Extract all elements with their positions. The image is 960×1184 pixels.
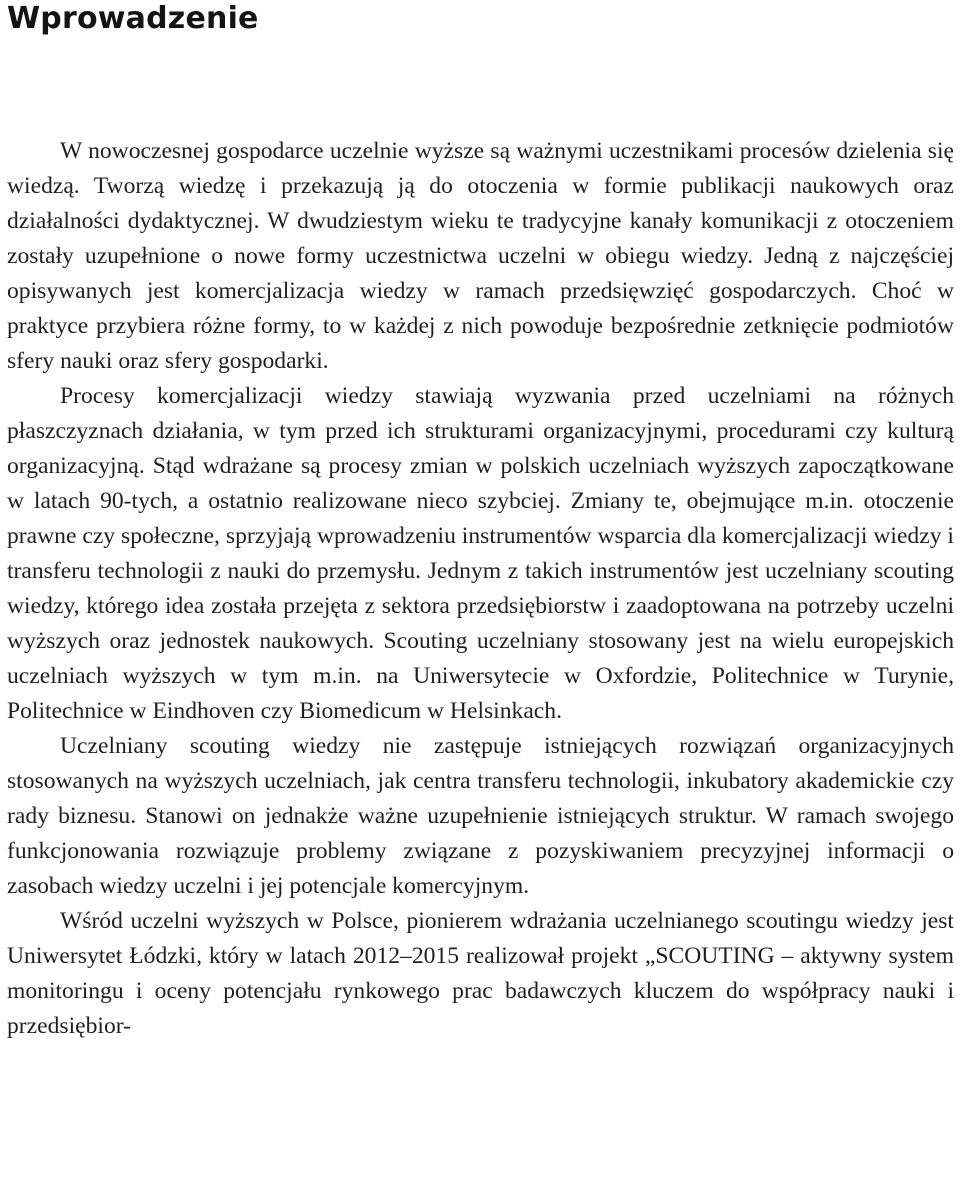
body-text <box>7 134 954 1044</box>
page-heading: Wprowadzenie <box>7 1 259 36</box>
paragraph: Wśród uczelni wyższych w Polsce, pionierem wdrażania uczelnianego scoutingu wiedzy jest Uniwersytet Łódzki, który w latach 2012–2015 realizował projekt „SCOUTING – aktywny system monitoringu i oceny potencjału rynkowego prac badawczych kluczem do współpracy nauki i przedsiębior- <box>7 908 954 1039</box>
paragraph: W nowoczesnej gospodarce uczelnie wyższe są ważnymi uczestnikami procesów dzielenia się wiedzą. Tworzą wiedzę i przekazują ją do otoczenia w formie publikacji naukowych oraz działalności dydaktycznej. W dwudziestym wieku te tradycyjne kanały komunikacji z otoczeniem zostały uzupełnione o nowe formy uczestnictwa uczelni w obiegu wiedzy. Jedną z najczęściej opisywanych jest komercjalizacja wiedzy w ramach przedsięwzięć gospodarczych. Choć w praktyce przybiera różne formy, to w każdej z nich powoduje bezpośrednie zetknięcie podmiotów sfery nauki oraz sfery gospodarki. <box>7 138 954 374</box>
paragraph: Procesy komercjalizacji wiedzy stawiają wyzwania przed uczelniami na różnych płaszczyznach działania, w tym przed ich strukturami organizacyjnymi, procedurami czy kulturą organizacyjną. Stąd wdrażane są procesy zmian w polskich uczelniach wyższych zapoczątkowane w latach 90-tych, a ostatnio realizowane nieco szybciej. Zmiany te, obejmujące m.in. otoczenie prawne czy społeczne, sprzyjają wprowadzeniu instrumentów wsparcia dla komercjalizacji wiedzy i transferu technologii z nauki do przemysłu. Jednym z takich instrumentów jest uczelniany scouting wiedzy, którego idea została przejęta z sektora przedsiębiorstw i zaadoptowana na potrzeby uczelni wyższych oraz jednostek naukowych. Scouting uczelniany stosowany jest na wielu europejskich uczelniach wyższych w tym m.in. na Uniwersytecie w Oxfordzie, Politechnice w Turynie, Politechnice w Eindhoven czy Biomedicum w Helsinkach. <box>7 383 954 724</box>
paragraph: Uczelniany scouting wiedzy nie zastępuje istniejących rozwiązań organizacyjnych stosowanych na wyższych uczelniach, jak centra transferu technologii, inkubatory akademickie czy rady biznesu. Stanowi on jednakże ważne uzupełnienie istniejących struktur. W ramach swojego funkcjonowania rozwiązuje problemy związane z pozyskiwaniem precyzyjnej informacji o zasobach wiedzy uczelni i jej potencjale komercyjnym. <box>7 733 954 899</box>
